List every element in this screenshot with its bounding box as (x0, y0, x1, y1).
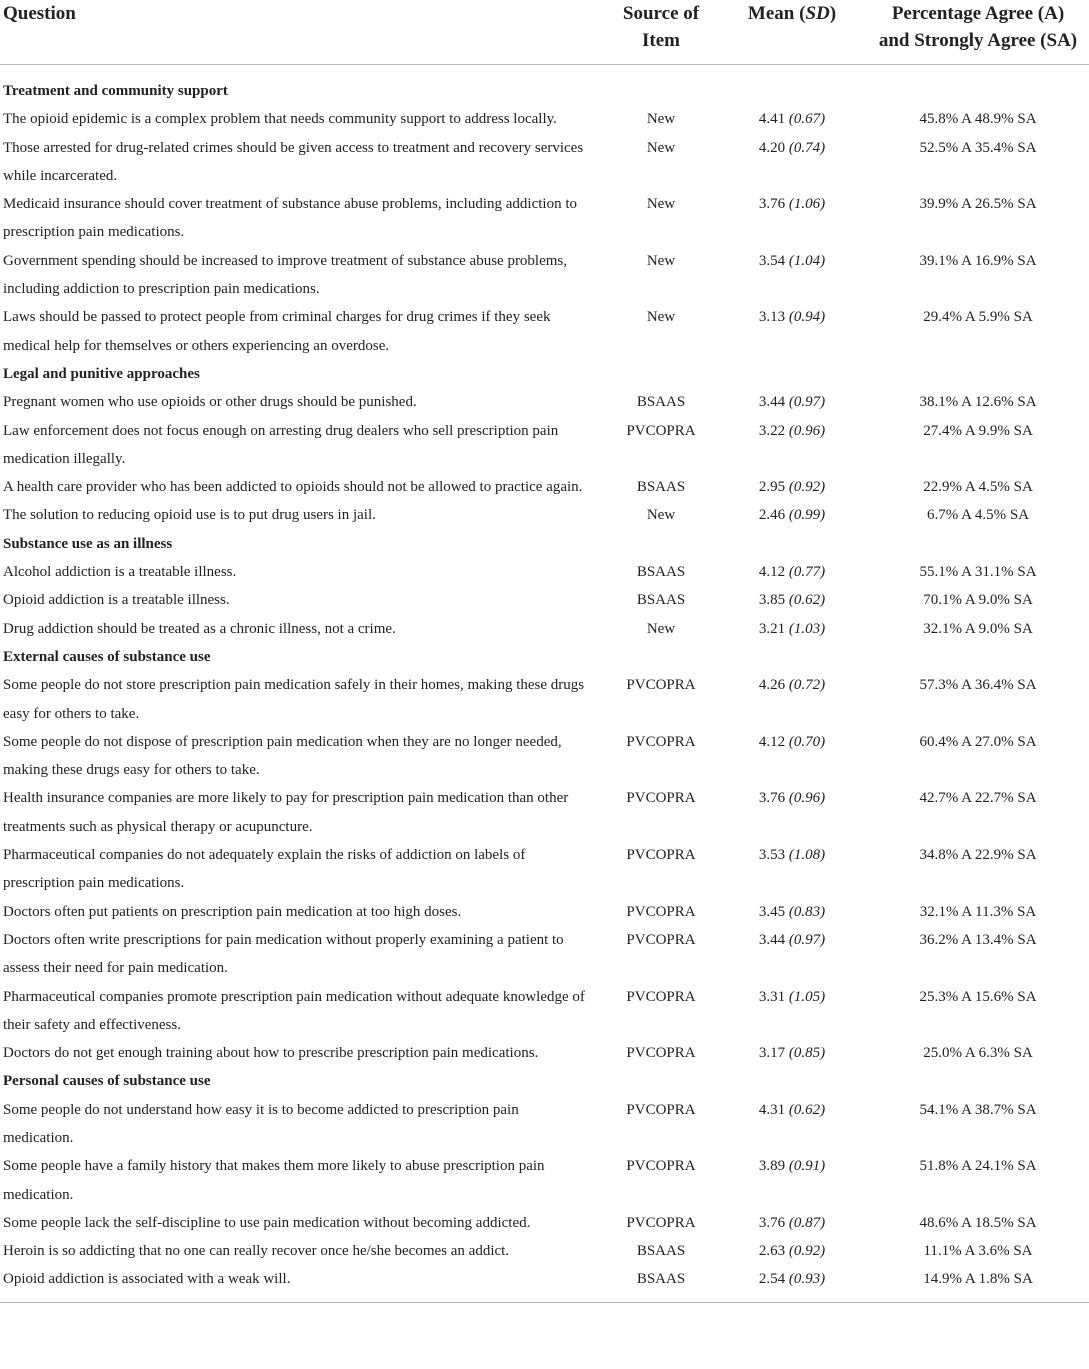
mean-value: 3.76 (758, 790, 786, 807)
percentage-cell: 60.4% A 27.0% SA (919, 733, 1037, 750)
section-title: Personal causes of substance use (3, 1073, 211, 1090)
mean-cell (717, 586, 867, 614)
mean-cell (717, 388, 867, 416)
sd-value: (0.93) (788, 1271, 826, 1288)
table-row (0, 134, 1089, 191)
percentage-cell: 51.8% A 24.1% SA (919, 1158, 1037, 1175)
sd-value: (0.94) (788, 309, 826, 326)
mean-value: 2.95 (758, 479, 786, 496)
question-text: Opioid addiction is associated with a weak will. (3, 1271, 291, 1288)
source-cell: BSAAS (636, 564, 686, 581)
mean-value: 3.13 (758, 309, 786, 326)
mean-value: 3.21 (758, 620, 786, 637)
question-text: The opioid epidemic is a complex problem that needs community support to address locally. (3, 111, 557, 128)
percentage-cell: 45.8% A 48.9% SA (919, 111, 1037, 128)
question-text: Drug addiction should be treated as a chronic illness, not a crime. (3, 620, 396, 637)
sd-value: (0.97) (788, 931, 826, 948)
source-cell: PVCOPRA (626, 988, 696, 1005)
source-cell: PVCOPRA (626, 733, 696, 750)
percentage-cell: 29.4% A 5.9% SA (923, 309, 1033, 326)
question-text: Some people do not understand how easy it is to become addicted to prescription pain medication. (3, 1101, 519, 1146)
source-cell: New (646, 252, 676, 269)
mean-cell (717, 1039, 867, 1067)
header-source-line2: Item (642, 30, 680, 51)
percentage-cell: 39.1% A 16.9% SA (919, 252, 1037, 269)
table-row (0, 1209, 1089, 1237)
mean-cell (717, 841, 867, 898)
mean-cell (717, 784, 867, 841)
mean-value: 3.31 (758, 988, 786, 1005)
question-text: Pharmaceutical companies do not adequately explain the risks of addiction on labels of prescription pain medications. (3, 847, 526, 892)
table-row (0, 926, 1089, 983)
section-title: Substance use as an illness (3, 535, 173, 552)
table-row (0, 898, 1089, 926)
mean-value: 4.12 (758, 733, 786, 750)
table-row (0, 1096, 1089, 1153)
percentage-cell: 52.5% A 35.4% SA (919, 139, 1037, 156)
question-text: Laws should be passed to protect people from criminal charges for drug crimes if they seek medical help for themselves or others experiencing an overdose. (3, 309, 551, 354)
percentage-cell: 32.1% A 11.3% SA (919, 903, 1037, 920)
header-source (605, 0, 717, 65)
mean-cell (717, 615, 867, 643)
table-row (0, 615, 1089, 643)
table-row (0, 671, 1089, 728)
table-body (0, 65, 1089, 1303)
mean-cell (717, 983, 867, 1040)
header-mean-prefix: Mean ( (747, 3, 806, 24)
source-cell: PVCOPRA (626, 790, 696, 807)
mean-cell (717, 105, 867, 133)
section-title: Treatment and community support (3, 83, 228, 99)
source-cell: PVCOPRA (626, 1158, 696, 1175)
table-row (0, 1237, 1089, 1265)
percentage-cell: 25.0% A 6.3% SA (923, 1045, 1033, 1062)
header-mean-sd: SD (805, 3, 830, 24)
sd-value: (1.05) (788, 988, 826, 1005)
sd-value: (0.70) (788, 733, 826, 750)
question-text: The solution to reducing opioid use is to put drug users in jail. (3, 507, 376, 524)
percentage-cell: 54.1% A 38.7% SA (919, 1101, 1037, 1118)
percentage-cell: 11.1% A 3.6% SA (923, 1243, 1033, 1260)
source-cell: PVCOPRA (626, 677, 696, 694)
question-text: Some people lack the self-discipline to use pain medication without becoming addicted. (3, 1214, 531, 1231)
source-cell: PVCOPRA (626, 1045, 696, 1062)
question-text: Doctors do not get enough training about how to prescribe prescription pain medications. (3, 1045, 539, 1062)
header-pct-line2: and Strongly Agree (SA) (878, 30, 1078, 51)
source-cell: New (646, 620, 676, 637)
percentage-cell: 38.1% A 12.6% SA (919, 394, 1037, 411)
question-text: Heroin is so addicting that no one can really recover once he/she becomes an addict. (3, 1243, 510, 1260)
sd-value: (0.62) (788, 1101, 826, 1118)
section-row (0, 360, 1089, 388)
question-text: Those arrested for drug-related crimes should be given access to treatment and recovery services while incarcerated. (3, 139, 584, 184)
source-cell: PVCOPRA (626, 931, 696, 948)
mean-value: 3.22 (758, 422, 786, 439)
table-row (0, 417, 1089, 474)
sd-value: (0.74) (788, 139, 826, 156)
source-cell: PVCOPRA (626, 903, 696, 920)
sd-value: (0.72) (788, 677, 826, 694)
source-cell: PVCOPRA (626, 422, 696, 439)
mean-value: 2.63 (758, 1243, 786, 1260)
percentage-cell: 57.3% A 36.4% SA (919, 677, 1037, 694)
sd-value: (0.83) (788, 903, 826, 920)
mean-value: 4.20 (758, 139, 786, 156)
mean-value: 3.54 (758, 252, 786, 269)
mean-cell (717, 247, 867, 304)
table-row (0, 473, 1089, 501)
mean-value: 3.53 (758, 847, 786, 864)
mean-cell (717, 1152, 867, 1209)
mean-value: 4.31 (758, 1101, 786, 1118)
percentage-cell: 34.8% A 22.9% SA (919, 847, 1037, 864)
sd-value: (0.96) (788, 422, 826, 439)
sd-value: (0.92) (788, 1243, 826, 1260)
question-text: Some people have a family history that makes them more likely to abuse prescription pain medication. (3, 1158, 545, 1203)
mean-value: 2.46 (758, 507, 786, 524)
table-row (0, 388, 1089, 416)
mean-cell (717, 134, 867, 191)
source-cell: New (646, 111, 676, 128)
section-row (0, 643, 1089, 671)
table-row (0, 784, 1089, 841)
mean-value: 4.26 (758, 677, 786, 694)
mean-cell (717, 417, 867, 474)
percentage-cell: 27.4% A 9.9% SA (923, 422, 1033, 439)
percentage-cell: 48.6% A 18.5% SA (919, 1214, 1037, 1231)
percentage-cell: 14.9% A 1.8% SA (923, 1271, 1033, 1288)
mean-cell (717, 1209, 867, 1237)
percentage-cell: 6.7% A 4.5% SA (926, 507, 1030, 524)
mean-cell (717, 303, 867, 360)
header-percentage (867, 0, 1089, 65)
source-cell: BSAAS (636, 592, 686, 609)
table-row (0, 586, 1089, 614)
question-text: Some people do not store prescription pain medication safely in their homes, making these drugs easy for others to take. (3, 677, 585, 722)
mean-value: 3.76 (758, 196, 786, 213)
table-row (0, 983, 1089, 1040)
question-text: Pregnant women who use opioids or other drugs should be punished. (3, 394, 417, 411)
table-header (0, 0, 1089, 65)
mean-value: 4.12 (758, 564, 786, 581)
section-row (0, 77, 1089, 105)
sd-value: (0.92) (788, 479, 826, 496)
header-mean-suffix: ) (829, 3, 837, 24)
mean-cell (717, 1096, 867, 1153)
sd-value: (0.62) (788, 592, 826, 609)
sd-value: (0.99) (788, 507, 826, 524)
mean-cell (717, 926, 867, 983)
sd-value: (1.06) (788, 196, 826, 213)
table-row (0, 1152, 1089, 1209)
sd-value: (0.91) (788, 1158, 826, 1175)
mean-value: 3.45 (758, 903, 786, 920)
mean-value: 2.54 (758, 1271, 786, 1288)
percentage-cell: 42.7% A 22.7% SA (919, 790, 1037, 807)
sd-value: (0.97) (788, 394, 826, 411)
source-cell: BSAAS (636, 394, 686, 411)
section-title: External causes of substance use (3, 648, 211, 665)
mean-value: 3.17 (758, 1045, 786, 1062)
mean-value: 3.44 (758, 931, 786, 948)
sd-value: (1.08) (788, 847, 826, 864)
source-cell: PVCOPRA (626, 1214, 696, 1231)
mean-cell (717, 473, 867, 501)
source-cell: New (646, 309, 676, 326)
question-text: Law enforcement does not focus enough on arresting drug dealers who sell prescription pain medication illegally. (3, 422, 559, 467)
question-text: Alcohol addiction is a treatable illness. (3, 564, 237, 581)
source-cell: New (646, 196, 676, 213)
sd-value: (0.67) (788, 111, 826, 128)
table-row (0, 841, 1089, 898)
sd-value: (0.96) (788, 790, 826, 807)
section-title: Legal and punitive approaches (3, 365, 200, 382)
question-text: Government spending should be increased to improve treatment of substance abuse problems, including addiction to prescription pain medications. (3, 252, 568, 298)
mean-cell (717, 671, 867, 728)
source-cell: BSAAS (636, 1243, 686, 1260)
source-cell: PVCOPRA (626, 847, 696, 864)
mean-value: 3.76 (758, 1214, 786, 1231)
percentage-cell: 39.9% A 26.5% SA (919, 196, 1037, 213)
question-text: Doctors often put patients on prescription pain medication at too high doses. (3, 903, 462, 920)
mean-cell (717, 898, 867, 926)
mean-cell (717, 1237, 867, 1265)
header-source-line1: Source of (622, 3, 700, 24)
table-row (0, 501, 1089, 529)
percentage-cell: 32.1% A 9.0% SA (923, 620, 1033, 637)
mean-value: 3.44 (758, 394, 786, 411)
question-text: Opioid addiction is a treatable illness. (3, 592, 230, 609)
section-row (0, 1067, 1089, 1095)
table-row (0, 247, 1089, 304)
mean-cell (717, 558, 867, 586)
question-text: Health insurance companies are more likely to pay for prescription pain medication than other treatments such as physical therapy or acupuncture. (3, 790, 569, 835)
mean-cell (717, 1265, 867, 1293)
sd-value: (1.03) (788, 620, 826, 637)
sd-value: (0.85) (788, 1045, 826, 1062)
table-row (0, 105, 1089, 133)
table-bottom-rule (0, 1294, 1089, 1303)
source-cell: PVCOPRA (626, 1101, 696, 1118)
sd-value: (0.77) (788, 564, 826, 581)
percentage-cell: 36.2% A 13.4% SA (919, 931, 1037, 948)
header-mean (717, 0, 867, 65)
mean-cell (717, 501, 867, 529)
percentage-cell: 55.1% A 31.1% SA (919, 564, 1037, 581)
question-text: Doctors often write prescriptions for pain medication without properly examining a patient to assess their need for pain medication. (3, 931, 564, 977)
percentage-cell: 22.9% A 4.5% SA (923, 479, 1033, 496)
mean-value: 3.85 (758, 592, 786, 609)
section-row (0, 530, 1089, 558)
sd-value: (1.04) (788, 252, 826, 269)
header-question: Question (0, 0, 605, 65)
percentage-cell: 25.3% A 15.6% SA (919, 988, 1037, 1005)
table-row (0, 190, 1089, 247)
mean-value: 4.41 (758, 111, 786, 128)
table-row (0, 728, 1089, 785)
percentage-cell: 70.1% A 9.0% SA (923, 592, 1033, 609)
source-cell: BSAAS (636, 479, 686, 496)
source-cell: BSAAS (636, 1271, 686, 1288)
table-row (0, 1265, 1089, 1293)
mean-value: 3.89 (758, 1158, 786, 1175)
source-cell: New (646, 507, 676, 524)
question-text: Pharmaceutical companies promote prescription pain medication without adequate knowledge of their safety and effectiveness. (3, 988, 585, 1033)
table-row (0, 303, 1089, 360)
question-text: A health care provider who has been addicted to opioids should not be allowed to practice again. (3, 479, 583, 496)
header-pct-line1: Percentage Agree (A) (891, 3, 1065, 24)
source-cell: New (646, 139, 676, 156)
table-row (0, 558, 1089, 586)
sd-value: (0.87) (788, 1214, 826, 1231)
table-row (0, 1039, 1089, 1067)
question-text: Some people do not dispose of prescription pain medication when they are no longer needed, making these drugs easy for others to take. (3, 733, 562, 779)
mean-cell (717, 728, 867, 785)
question-text: Medicaid insurance should cover treatment of substance abuse problems, including addiction to prescription pain medications. (3, 196, 578, 241)
mean-cell (717, 190, 867, 247)
